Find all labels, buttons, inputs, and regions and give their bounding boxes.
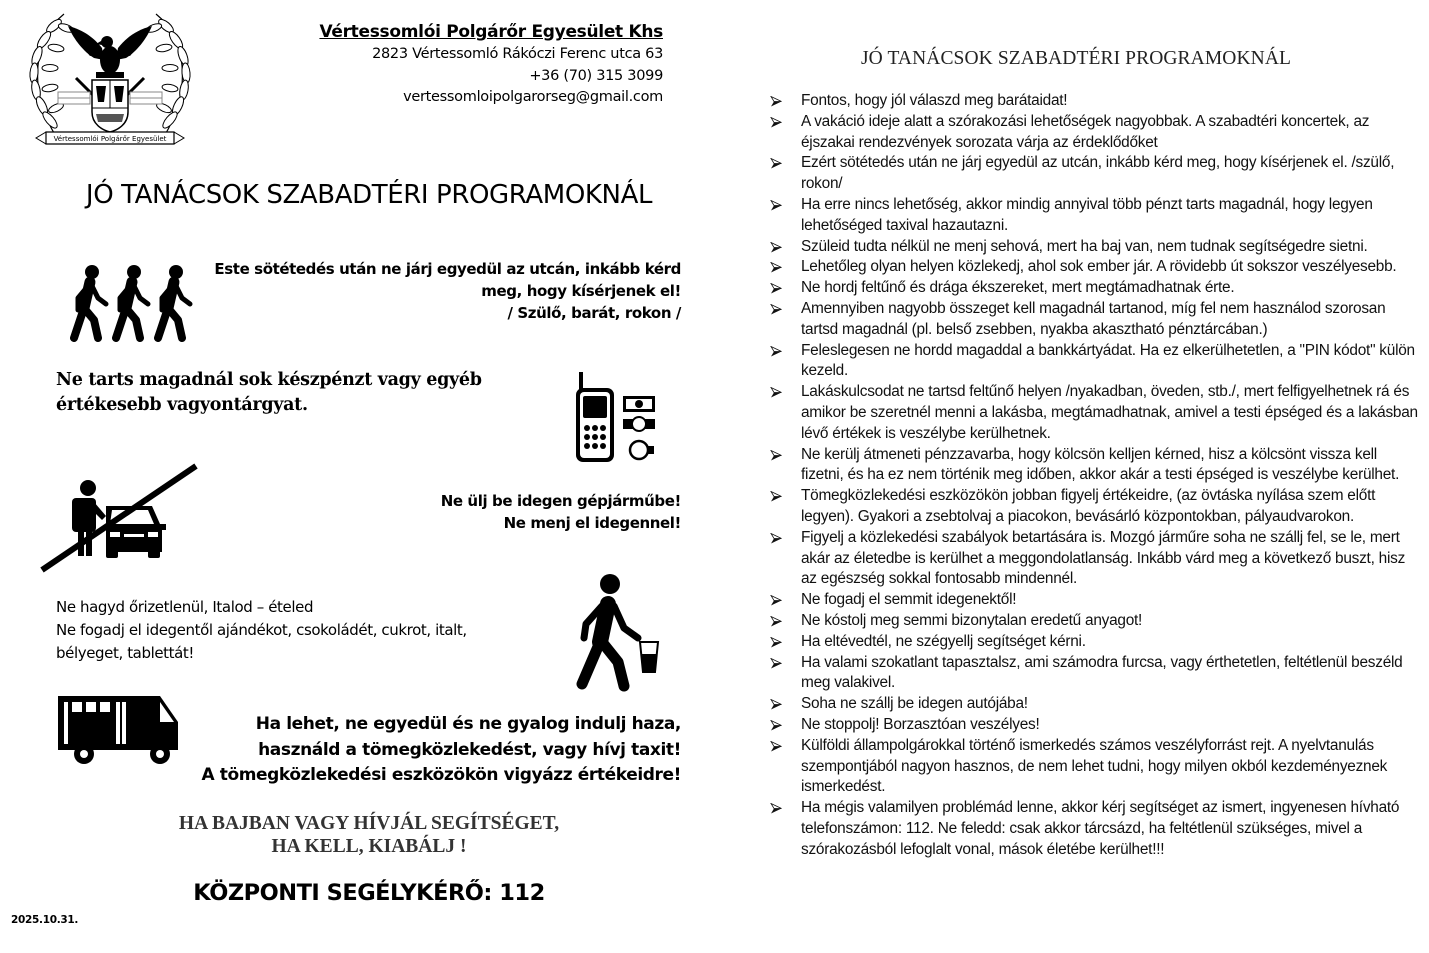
right-page-title: JÓ TANÁCSOK SZABADTÉRI PROGRAMOKNÁL (860, 48, 1292, 69)
advice-item (770, 112, 1420, 154)
advice-item (770, 611, 1420, 632)
tip-line: Ne ülj be idegen gépjárműbe! (440, 492, 681, 510)
advice-item (770, 91, 1420, 112)
tip-line: Este sötétedés után ne járj egyedül az utcán, inkább kérd (214, 260, 681, 278)
tip-line: Ne fogadj el idegentől ajándékot, csokoládét, cukrot, italt, (56, 621, 467, 639)
advice-text: Fontos, hogy jól válaszd meg barátaidat! (801, 92, 1068, 109)
advice-text: Ha mégis valamilyen problémád lenne, akkor kérj segítséget az ismert, ingyenesen hívható telefonszámon: 112. Ne feledd: csak akkor tárcsázd, ha feltétlenül szükséges, mivel a szórakozásból lefoglalt vonal, mások életébe kerülhet!!! (801, 799, 1400, 858)
valuables-icon (573, 372, 663, 464)
advice-text: Ne fogadj el semmit idegenektől! (801, 591, 1017, 609)
tip-line: értékesebb vagyontárgyat. (56, 395, 308, 415)
call-for-help-message (0, 812, 738, 858)
arrowhead-bullet-icon (770, 299, 784, 315)
shout-line: HA KELL, KIABÁLJ ! (271, 836, 467, 857)
advice-item (770, 299, 1420, 341)
arrowhead-bullet-icon (770, 445, 784, 461)
tip-line: A tömegközlekedési eszközökön vigyázz értékeidre! (201, 765, 681, 785)
arrowhead-bullet-icon (770, 195, 784, 211)
advice-text: Ne kerülj átmeneti pénzzavarba, hogy kölcsön kelljen kérned, hisz a kölcsönt vissza kell fizetni, és ha ez nem történik meg időben, akkor akár a testi épséged is veszélybe kerülhet. (801, 445, 1400, 484)
advice-text: Ezért sötétedés után ne járj egyedül az utcán, inkább kérd meg, hogy kísérjenek el. /szülő, rokon/ (801, 154, 1395, 193)
tip-line: Ha lehet, ne egyedül és ne gyalog indulj haza, (255, 714, 681, 734)
no-stranger-car-icon (36, 462, 202, 574)
tip-line: Ne tarts magadnál sok készpénzt vagy egyéb (56, 370, 482, 390)
organization-phone: +36 (70) 315 3099 (529, 67, 663, 84)
advice-item (770, 694, 1420, 715)
arrowhead-bullet-icon (770, 611, 784, 627)
organization-info (319, 20, 663, 109)
advice-text: Ha eltévedtél, ne szégyellj segítséget kérni. (801, 632, 1086, 650)
coat-of-arms-icon (24, 8, 196, 154)
document-date: 2025.10.31. (11, 914, 79, 926)
right-page (760, 0, 1429, 953)
arrowhead-bullet-icon (770, 715, 784, 731)
left-page (0, 0, 700, 953)
left-page-title: JÓ TANÁCSOK SZABADTÉRI PROGRAMOKNÁL (85, 180, 653, 210)
walking-group-icon (66, 264, 200, 342)
shout-line: HA BAJBAN VAGY HÍVJÁL SEGÍTSÉGET, (178, 813, 560, 834)
organization-email: vertessomloipolgarorseg@gmail.com (403, 89, 663, 105)
tip-walk-escorted (214, 258, 681, 324)
tip-line: használd a tömegközlekedést, vagy hívj taxit! (258, 739, 681, 760)
advice-text: Ha erre nincs lehetőség, akkor mindig annyival több pénzt tarts magadnál, hogy legyen lehetőséged taxival hazautazni. (801, 195, 1373, 234)
logo-banner-text: Vértessomlói Polgárőr Egyesület (53, 135, 167, 143)
advice-item (770, 590, 1420, 611)
advice-text: A vakáció ideje alatt a szórakozási lehetőségek nagyobbak. A szabadtéri koncertek, az éjszakai rendezvények sorozata várja az érdeklődőket (801, 112, 1370, 151)
advice-item (770, 257, 1420, 278)
advice-item (770, 528, 1420, 590)
tip-no-stranger-car (441, 490, 681, 534)
advice-text: Soha ne szállj be idegen autójába! (801, 695, 1028, 713)
arrowhead-bullet-icon (770, 237, 784, 253)
tip-line: meg, hogy kísérjenek el! (481, 282, 681, 300)
advice-item (770, 632, 1420, 653)
organization-name: Vértessomlói Polgárőr Egyesület Khs (319, 22, 663, 42)
advice-item (770, 278, 1420, 299)
advice-item (770, 736, 1420, 798)
arrowhead-bullet-icon (770, 91, 784, 107)
arrowhead-bullet-icon (770, 632, 784, 648)
advice-item (770, 382, 1420, 444)
advice-item (770, 195, 1420, 237)
organization-address: 2823 Vértessomló Rákóczi Ferenc utca 63 (372, 46, 663, 62)
arrowhead-bullet-icon (770, 653, 784, 669)
arrowhead-bullet-icon (770, 341, 784, 357)
advice-text: Lehetőleg olyan helyen közlekedj, ahol sok ember jár. A rövidebb út sokszor veszélyesebb. (801, 258, 1397, 276)
advice-text: Külföldi állampolgárokkal történő ismerkedés számos veszélyforrást rejt. A nyelvtanulás szempontjából nagyon hasznos, de nem lehet tudni, hogy milyen okból kezdeményeznek ismerkedést. (801, 736, 1388, 796)
advice-item (770, 153, 1420, 195)
arrowhead-bullet-icon (770, 382, 784, 398)
advice-item (770, 715, 1420, 736)
tip-line: Ne hagyd őrizetlenül, Italod – ételed (56, 598, 314, 616)
organization-logo (24, 8, 196, 154)
person-with-drink-icon (572, 572, 662, 694)
bus-icon (56, 694, 180, 766)
advice-text: Ne kóstolj meg semmi bizonytalan eredetű anyagot! (801, 611, 1143, 629)
arrowhead-bullet-icon (770, 112, 784, 128)
advice-text: Ne stoppolj! Borzasztóan veszélyes! (801, 715, 1040, 733)
advice-list (770, 91, 1420, 860)
tip-go-home-safely (201, 712, 681, 789)
advice-text: Ha valami szokatlant tapasztalsz, ami számodra furcsa, vagy érthetetlen, feltétlenül beszéld meg valakivel. (801, 653, 1403, 692)
advice-text: Ne hordj feltűnő és drága ékszereket, mert megtámadhatnak érte. (801, 279, 1235, 297)
advice-item (770, 653, 1420, 695)
arrowhead-bullet-icon (770, 736, 784, 752)
advice-text: Figyelj a közlekedési szabályok betartására is. Mozgó járműre soha ne szállj fel, se le, mert akár az életedbe is kerülhet a meggondolatlanság. Inkább várd meg a következő buszt, hisz az egészség sokkal fontosabb mindennél. (801, 528, 1406, 588)
arrowhead-bullet-icon (770, 798, 784, 814)
tip-line: Ne menj el idegennel! (503, 514, 681, 532)
arrowhead-bullet-icon (770, 694, 784, 710)
arrowhead-bullet-icon (770, 528, 784, 544)
arrowhead-bullet-icon (770, 486, 784, 502)
advice-text: Tömegközlekedési eszközökön jobban figyelj értékeidre, (az övtáska nyílása szem előtt legyen). Gyakori a zsebtolvaj a piacokon, bevásárló központokban, pályaudvarokon. (801, 487, 1376, 525)
tip-line: / Szülő, barát, rokon / (507, 304, 681, 322)
advice-text: Amennyiben nagyobb összeget kell magadnál tartanod, míg fel nem használod szorosan tartsd magadnál (pl. belső zsebben, nyakba akasztható pénztárcában.) (801, 299, 1386, 338)
advice-item (770, 798, 1420, 860)
advice-text: Szüleid tudta nélkül ne menj sehová, mert ha baj van, nem tudnak segítségedre sietni. (801, 237, 1368, 255)
tip-line: bélyeget, tablettát! (56, 644, 195, 662)
arrowhead-bullet-icon (770, 278, 784, 294)
emergency-number: KÖZPONTI SEGÉLYKÉRŐ: 112 (193, 880, 545, 906)
advice-item (770, 486, 1420, 528)
advice-item (770, 445, 1420, 487)
arrowhead-bullet-icon (770, 153, 784, 169)
advice-item (770, 237, 1420, 258)
tip-unattended-drink (56, 596, 467, 665)
arrowhead-bullet-icon (770, 590, 784, 606)
advice-item (770, 341, 1420, 383)
advice-text: Feleslegesen ne hordd magaddal a bankkártyádat. Ha ez elkerülhetetlen, a "PIN kódot" külön kezeld. (801, 341, 1415, 380)
advice-text: Lakáskulcsodat ne tartsd feltűnő helyen /nyakadban, öveden, stb./, mert felfigyelhetnek rá és amikor be szeretnél menni a lakásba, megtámadhatnak, amivel a testi épséged és a lakásban lévő értékek is veszélybe kerülhetnek. (801, 383, 1418, 442)
arrowhead-bullet-icon (770, 257, 784, 273)
tip-no-cash (56, 368, 482, 418)
